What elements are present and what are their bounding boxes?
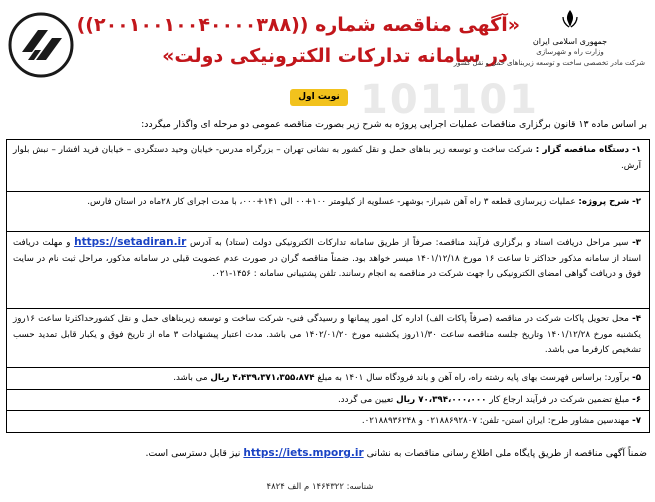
item-number: ۶- [632,395,641,405]
item-number: ۵- [632,373,641,383]
item-number: ۴- [632,314,641,324]
item-text: محل تحویل پاکات شرکت در مناقصه (صرفاً پاکات الف) اداره کل امور پیمانها و رسیدگی فنی- شرکت ساخت و توسعه زیربناهای حمل و نقل کشورحداکثرتا ساعت ۱۶روز یکشنبه مورخ ۱۴۰۱/۱۲/۲۸ وتاریخ جلسه مناقصه ساعت ۱۱/۳۰روز یکشنبه مورخ ۱۴۰۲/۰۱/۲۰ می باشد. مدت اعتبار پیشنهادات ۳ ماه از تاریخ فوق و یکبار قابل تمدید حسب تشخیص کارفرما می باشد. [13,314,641,356]
notice-table [6,139,650,433]
item-text: سیر مراحل دریافت اسناد و برگزاری فرآیند مناقصه: صرفاً از طریق سامانه تدارکات الکترونیکی دولت (ستاد) به آدرس [190,238,629,248]
company-logo [8,12,74,78]
item-text-continued: می باشد. [173,373,208,383]
footer-note [7,446,647,461]
item-number: ۳- [632,238,641,248]
org-company: شرکت مادر تخصصی ساخت و توسعه زیربناهای حمل و نقل کشور [453,59,645,67]
notice-item-1 [7,140,649,192]
notice-item-4 [7,309,649,368]
setadiran-link[interactable]: https://setadiran.ir [74,236,187,248]
notice-item-5 [7,368,649,390]
notice-item-7 [7,411,649,433]
item-label: دستگاه مناقصه گزار : [535,145,630,155]
organization-header [453,8,645,69]
round-badge: نوبت اول [290,89,348,106]
guarantee-amount: ۷۰،۳۹۴،۰۰۰،۰۰۰ ریال [396,395,487,405]
estimate-amount: ۴،۴۳۹،۳۷۱،۳۵۵،۸۷۴ ریال [210,373,315,383]
org-country: جمهوری اسلامی ایران [532,37,608,46]
item-number: ۷- [632,416,641,426]
notice-item-6 [7,390,649,411]
iran-emblem-icon [559,8,581,30]
item-text-continued: تعیین می گردد. [338,395,394,405]
title-line-1: «آگهی مناقصه شماره ((۲۰۰۱۰۰۱۰۰۴۰۰۰۰۳۸۸)) [76,14,520,36]
item-text: شرکت ساخت و توسعه زیر بناهای حمل و نقل کشور به نشانی تهران – بزرگراه مدرس- خیابان وحید دستگردی – خیابان فرید افشار – نبش بلوار آرش. [13,145,641,171]
iets-link[interactable]: https://iets.mporg.ir [243,447,364,459]
notice-item-3 [7,232,649,309]
footer-text: ضمناً آگهی مناقصه از طریق پایگاه ملی اطلاع رسانی مناقصات به نشانی [366,448,647,459]
footer-text-continued: نیز قابل دسترسی است. [145,448,241,459]
item-text: برآورد: براساس فهرست بهای پایه رشته راه، راه آهن و باند فرودگاه سال ۱۴۰۱ به مبلغ [317,373,630,383]
intro-text: بر اساس ماده ۱۳ قانون برگزاری مناقصات عملیات اجرایی پروژه به شرح زیر بصورت مناقصه عمومی دو مرحله ای واگذار میگردد: [141,119,647,130]
notice-item-2 [7,192,649,232]
item-text: مهندسین مشاور طرح: ایران استن- تلفن: ۰۲۱۸۸۶۹۲۸۰۷ و ۰۲۱۸۸۹۳۶۲۴۸. [361,416,630,426]
org-ministry: وزارت راه و شهرسازی [536,48,604,56]
title-line-2: در سامانه تدارکات الکترونیکی دولت» [162,45,508,67]
item-number: ۲- [632,197,641,207]
item-label: شرح پروژه: [578,197,630,207]
item-text: عملیات زیرسازی قطعه ۳ راه آهن شیراز- بوشهر- عسلویه از کیلومتر ۱۰۰+۰۰ الی ۱۴۱+۰۰۰، با مدت اجرای کار ۲۸ماه در استان فارس. [87,197,576,207]
watermark: 101101 [360,77,539,123]
publication-id: شناسه: ۱۴۶۴۳۲۲ م الف ۴۸۲۴ [266,482,374,492]
item-text-continued: و مهلت دریافت اسناد از سامانه مذکور حداکثر تا ساعت ۱۶ مورخ ۱۴۰۱/۱۲/۱۸ میسر خواهد بود. ضمناً مناقصه گران در صورت عدم عضویت قبلی در سامانه مذکور، مراحل ثبت نام در سایت فوق و دریافت گواهی امضای الکترونیکی را جهت شرکت در مناقصه به انجام رسانند. تلفن پشتیبانی سامانه : ۱۴۵۶-۰۲۱. [13,238,642,280]
item-text: مبلغ تضمین شرکت در فرآیند ارجاع کار [489,395,630,405]
item-number: ۱- [632,145,641,155]
